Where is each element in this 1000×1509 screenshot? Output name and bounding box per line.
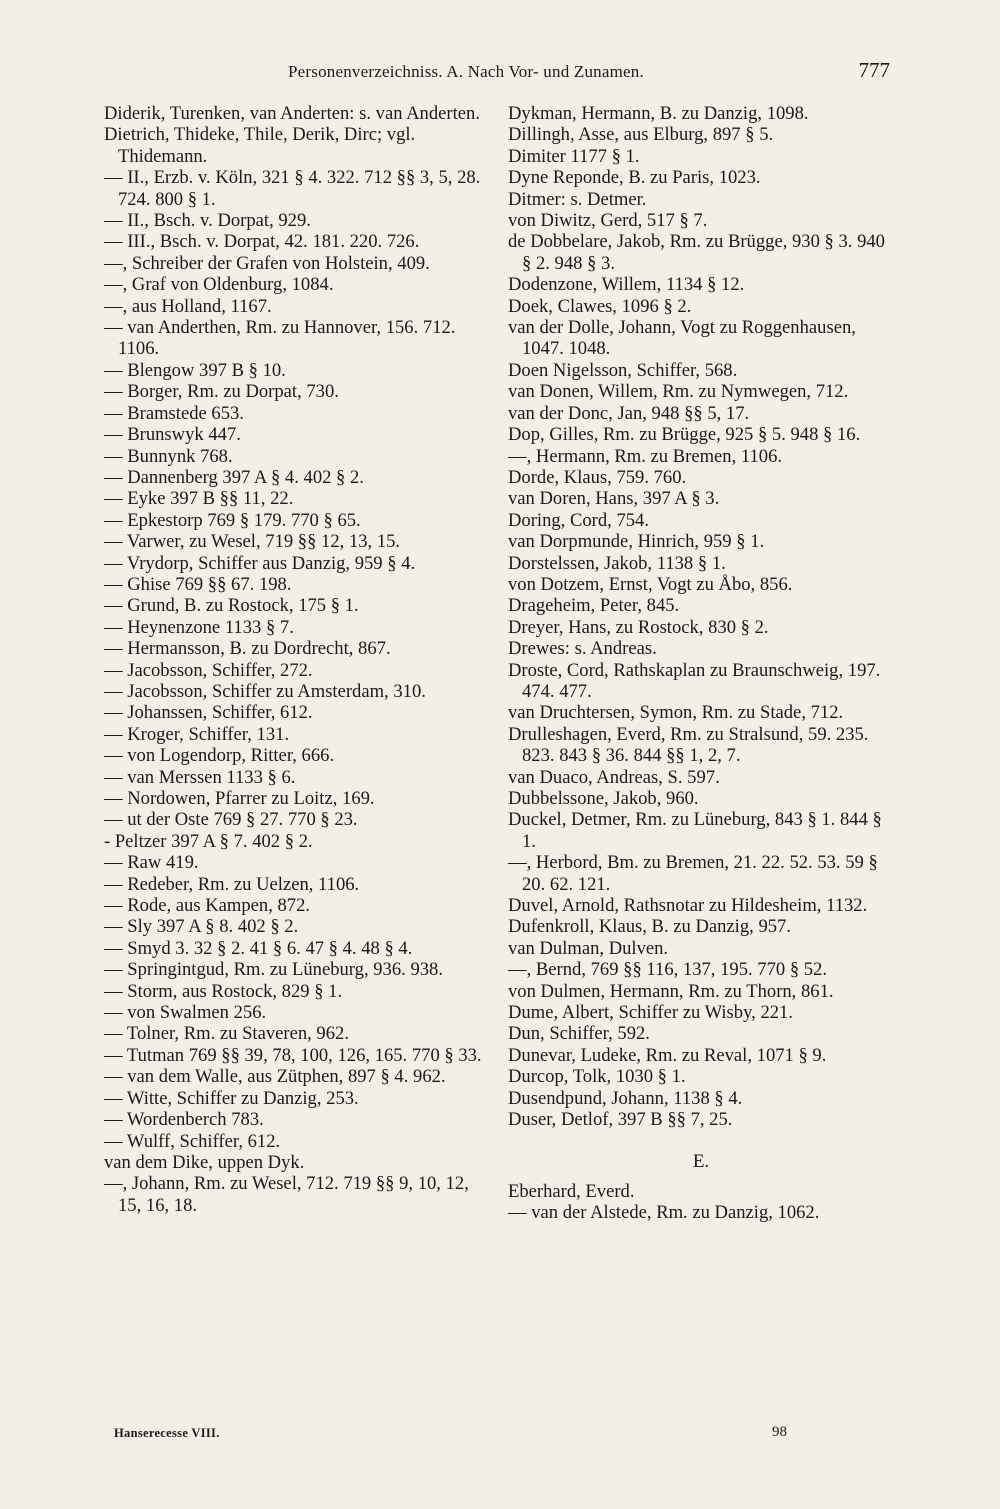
index-entry: — van der Alstede, Rm. zu Danzig, 1062. bbox=[508, 1202, 820, 1224]
index-entry: — Kroger, Schiffer, 131. bbox=[104, 723, 290, 745]
index-entry: von Dulmen, Hermann, Rm. zu Thorn, 861. bbox=[508, 980, 834, 1002]
index-entry: — Eyke 397 B §§ 11, 22. bbox=[104, 488, 294, 510]
index-entry: — Epkestorp 769 § 179. 770 § 65. bbox=[104, 509, 361, 531]
index-entry: Dorstelssen, Jakob, 1138 § 1. bbox=[508, 552, 726, 574]
index-entry: — Tutman 769 §§ 39, 78, 100, 126, 165. 770 § 33. bbox=[104, 1044, 482, 1066]
index-entry: — Hermansson, B. zu Dordrecht, 867. bbox=[104, 638, 391, 660]
index-entry: — Dannenberg 397 A § 4. 402 § 2. bbox=[104, 466, 364, 488]
index-entry: Doek, Clawes, 1096 § 2. bbox=[508, 295, 692, 317]
index-entry: — Varwer, zu Wesel, 719 §§ 12, 13, 15. bbox=[104, 531, 401, 553]
index-entry: — Smyd 3. 32 § 2. 41 § 6. 47 § 4. 48 § 4. bbox=[104, 937, 413, 959]
index-entry: Diderik, Turenken, van Anderten: s. van Anderten. bbox=[104, 103, 480, 124]
index-entry: — Wulff, Schiffer, 612. bbox=[104, 1130, 281, 1152]
index-entry: —, Hermann, Rm. zu Bremen, 1106. bbox=[508, 445, 783, 467]
index-entry: — Wordenberch 783. bbox=[104, 1109, 264, 1131]
index-entry: Dodenzone, Willem, 1134 § 12. bbox=[508, 274, 745, 296]
index-entry: — Storm, aus Rostock, 829 § 1. bbox=[104, 980, 343, 1002]
index-entry: — Heynenzone 1133 § 7. bbox=[104, 616, 294, 638]
index-entry: — Sly 397 A § 8. 402 § 2. bbox=[104, 916, 299, 938]
index-entry: Doring, Cord, 754. bbox=[508, 509, 649, 531]
index-entry: van dem Dike, uppen Dyk. bbox=[104, 1151, 305, 1173]
index-entry: Dorde, Klaus, 759. 760. bbox=[508, 466, 687, 488]
index-entry: Duckel, Detmer, Rm. zu Lüneburg, 843 § 1. 844 § 1. bbox=[508, 809, 882, 852]
index-entry: — van dem Walle, aus Zütphen, 897 § 4. 962. bbox=[104, 1066, 446, 1088]
index-entry: — Blengow 397 B § 10. bbox=[104, 359, 286, 381]
index-entry: Doen Nigelsson, Schiffer, 568. bbox=[508, 359, 738, 381]
index-entry: Dunevar, Ludeke, Rm. zu Reval, 1071 § 9. bbox=[508, 1044, 827, 1066]
left-column bbox=[104, 103, 490, 1216]
index-entry: Dun, Schiffer, 592. bbox=[508, 1023, 650, 1045]
index-entry: van Donen, Willem, Rm. zu Nymwegen, 712. bbox=[508, 381, 849, 403]
index-entry: Ditmer: s. Detmer. bbox=[508, 188, 647, 210]
index-entry: Drulleshagen, Everd, Rm. zu Stralsund, 59. 235. 823. 843 § 36. 844 §§ 1, 2, 7. bbox=[508, 723, 869, 767]
right-column bbox=[508, 103, 894, 1224]
index-entry: — Jacobsson, Schiffer, 272. bbox=[104, 659, 313, 681]
index-entry: von Dotzem, Ernst, Vogt zu Åbo, 856. bbox=[508, 573, 793, 595]
index-entry: van Dorpmunde, Hinrich, 959 § 1. bbox=[508, 531, 765, 553]
index-entry: — Jacobsson, Schiffer zu Amsterdam, 310. bbox=[104, 680, 426, 702]
index-entry: — ut der Oste 769 § 27. 770 § 23. bbox=[104, 809, 358, 831]
index-entry: — Vrydorp, Schiffer aus Danzig, 959 § 4. bbox=[104, 552, 416, 574]
index-entry: — Bramstede 653. bbox=[104, 402, 244, 424]
index-entry: — von Swalmen 256. bbox=[104, 1002, 267, 1024]
footer-signature: 98 bbox=[772, 1424, 787, 1440]
index-entry: van Dulman, Dulven. bbox=[508, 937, 669, 959]
index-entry: Drewes: s. Andreas. bbox=[508, 638, 657, 660]
index-entry: —, Herbord, Bm. zu Bremen, 21. 22. 52. 53. 59 § 20. 62. 121. bbox=[508, 852, 878, 895]
page-footer bbox=[100, 1426, 892, 1446]
index-entry: Duser, Detlof, 397 B §§ 7, 25. bbox=[508, 1109, 733, 1131]
index-entry: — Redeber, Rm. zu Uelzen, 1106. bbox=[104, 873, 360, 895]
index-entry: Dusendpund, Johann, 1138 § 4. bbox=[508, 1087, 743, 1109]
index-entry: — van Anderthen, Rm. zu Hannover, 156. 712. 1106. bbox=[104, 317, 456, 360]
index-entry: von Diwitz, Gerd, 517 § 7. bbox=[508, 210, 708, 232]
index-entry: — Bunnynk 768. bbox=[104, 445, 233, 467]
section-letter-e: E. bbox=[692, 1150, 710, 1172]
footer-series: Hanserecesse VIII. bbox=[114, 1426, 220, 1440]
index-entry: — Grund, B. zu Rostock, 175 § 1. bbox=[104, 595, 359, 617]
index-entry: Dume, Albert, Schiffer zu Wisby, 221. bbox=[508, 1002, 793, 1024]
page-header bbox=[100, 58, 890, 90]
index-entry: — III., Bsch. v. Dorpat, 42. 181. 220. 726. bbox=[104, 231, 420, 253]
index-entry: — Rode, aus Kampen, 872. bbox=[104, 895, 311, 917]
index-entry: — Tolner, Rm. zu Staveren, 962. bbox=[104, 1023, 349, 1045]
index-entry: — van Merssen 1133 § 6. bbox=[104, 766, 296, 788]
index-entry: Dubbelssone, Jakob, 960. bbox=[508, 788, 699, 809]
index-entry: — Raw 419. bbox=[104, 852, 199, 874]
index-entry: — II., Erzb. v. Köln, 321 § 4. 322. 712 §§ 3, 5, 28. 724. 800 § 1. bbox=[104, 167, 481, 210]
index-entry: van Duaco, Andreas, S. 597. bbox=[508, 766, 720, 788]
index-entry: Droste, Cord, Rathskaplan zu Braunschweig, 197. 474. 477. bbox=[508, 659, 881, 702]
right-column-entries bbox=[508, 103, 894, 1131]
index-entry: —, Bernd, 769 §§ 116, 137, 195. 770 § 52. bbox=[508, 959, 828, 981]
index-entry: van Doren, Hans, 397 A § 3. bbox=[508, 488, 720, 510]
index-entry: Duvel, Arnold, Rathsnotar zu Hildesheim, 1132. bbox=[508, 895, 868, 917]
index-entry: — II., Bsch. v. Dorpat, 929. bbox=[104, 210, 311, 232]
index-entry: —, Graf von Oldenburg, 1084. bbox=[104, 274, 334, 296]
index-entry: Dufenkroll, Klaus, B. zu Danzig, 957. bbox=[508, 916, 791, 938]
index-entry: van Druchtersen, Symon, Rm. zu Stade, 712. bbox=[508, 702, 844, 724]
index-entry: Drageheim, Peter, 845. bbox=[508, 595, 680, 617]
index-entry: — Springintgud, Rm. zu Lüneburg, 936. 938. bbox=[104, 959, 443, 981]
index-entry: —, Schreiber der Grafen von Holstein, 409. bbox=[104, 252, 430, 274]
index-entry: — Ghise 769 §§ 67. 198. bbox=[104, 573, 292, 595]
index-entry: Dop, Gilles, Rm. zu Brügge, 925 § 5. 948 § 16. bbox=[508, 424, 861, 446]
index-entry: Dykman, Hermann, B. zu Danzig, 1098. bbox=[508, 103, 809, 124]
index-entry: Dillingh, Asse, aus Elburg, 897 § 5. bbox=[508, 124, 774, 146]
index-entry: —, Johann, Rm. zu Wesel, 712. 719 §§ 9, 10, 12, 15, 16, 18. bbox=[104, 1173, 469, 1216]
index-entry: Dietrich, Thideke, Thile, Derik, Dirc; vgl. Thidemann. bbox=[104, 124, 416, 167]
index-entry: Dreyer, Hans, zu Rostock, 830 § 2. bbox=[508, 616, 769, 638]
index-entry: — Nordowen, Pfarrer zu Loitz, 169. bbox=[104, 788, 375, 809]
index-entry: van der Donc, Jan, 948 §§ 5, 17. bbox=[508, 402, 750, 424]
index-entry: — Witte, Schiffer zu Danzig, 253. bbox=[104, 1087, 359, 1109]
index-entry: Durcop, Tolk, 1030 § 1. bbox=[508, 1066, 686, 1088]
index-entry: Dyne Reponde, B. zu Paris, 1023. bbox=[508, 167, 761, 189]
index-entry: Eberhard, Everd. bbox=[508, 1180, 635, 1202]
section-e-entries bbox=[508, 1181, 894, 1224]
index-entry: —, aus Holland, 1167. bbox=[104, 295, 272, 317]
index-entry: Dimiter 1177 § 1. bbox=[508, 145, 640, 167]
index-entry: — Johanssen, Schiffer, 612. bbox=[104, 702, 313, 724]
page-number: 777 bbox=[858, 58, 890, 82]
index-entry: — Borger, Rm. zu Dorpat, 730. bbox=[104, 381, 339, 403]
running-title: Personenverzeichniss. A. Nach Vor- und Zunamen. bbox=[288, 62, 644, 81]
index-entry: - Peltzer 397 A § 7. 402 § 2. bbox=[104, 830, 313, 852]
index-entry: — Brunswyk 447. bbox=[104, 424, 241, 446]
index-entry: — von Logendorp, Ritter, 666. bbox=[104, 745, 335, 767]
index-entry: de Dobbelare, Jakob, Rm. zu Brügge, 930 § 3. 940 § 2. 948 § 3. bbox=[508, 231, 885, 274]
index-entry: van der Dolle, Johann, Vogt zu Roggenhausen, 1047. 1048. bbox=[508, 317, 856, 360]
